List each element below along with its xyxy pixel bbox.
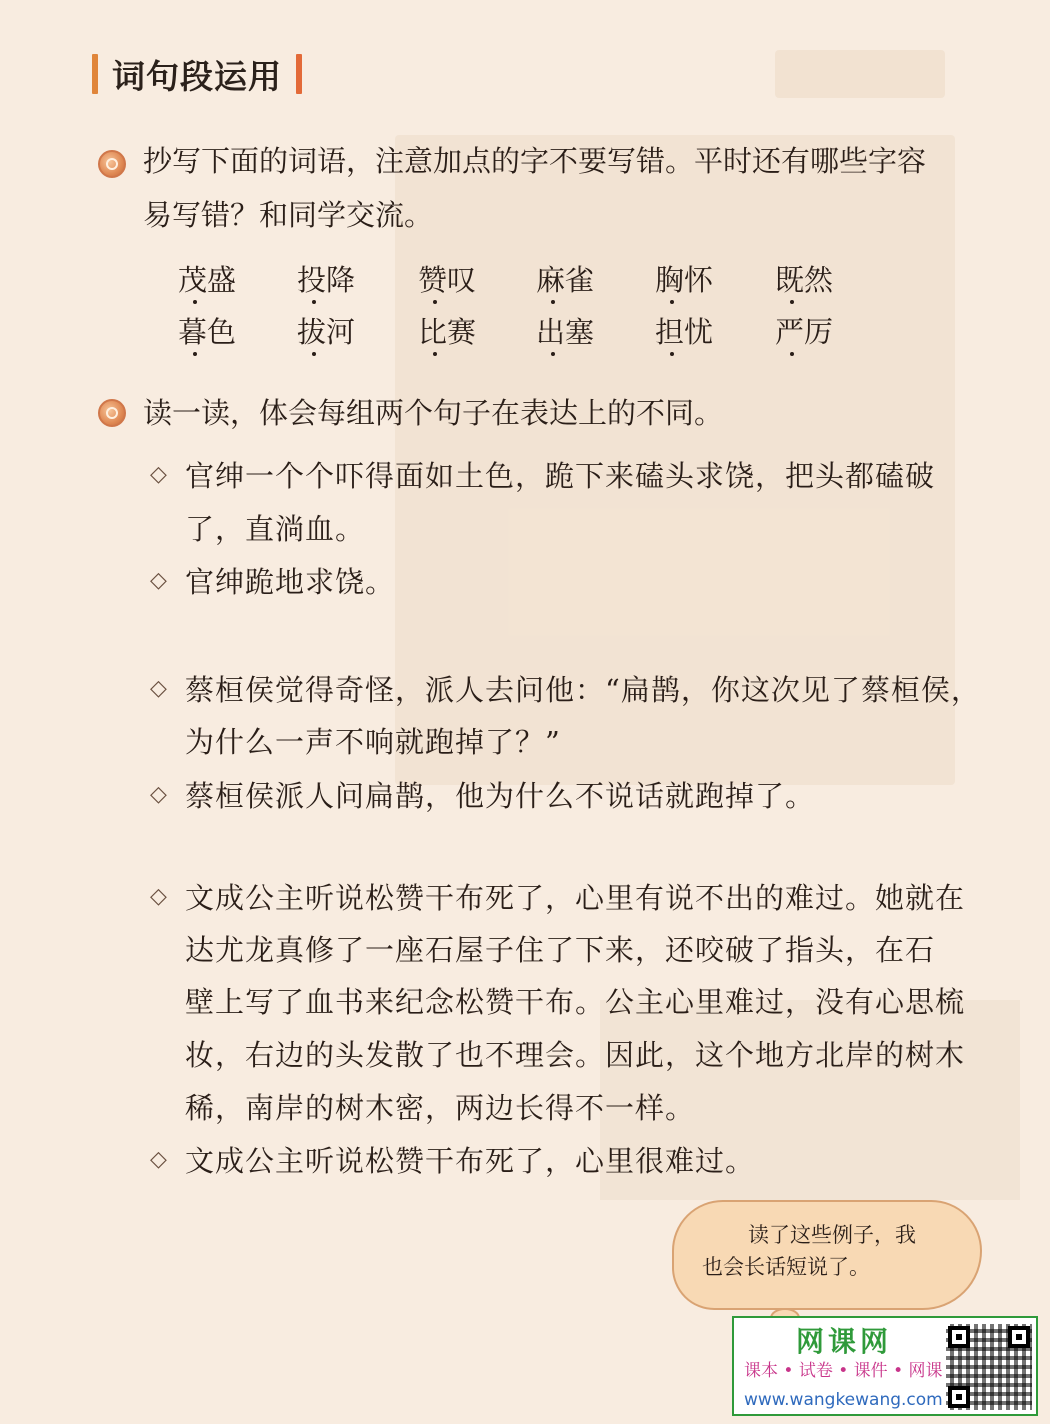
diamond-bullet-icon: ◇ — [150, 884, 167, 909]
vocab-word: 茂盛 — [178, 263, 237, 297]
qr-finder — [948, 1326, 970, 1348]
emphasis-dot — [670, 300, 674, 304]
emphasis-dot — [551, 352, 555, 356]
group2-sentence-b: 蔡桓侯派人问扁鹊，他为什么不说话就跑掉了。 — [185, 779, 816, 813]
vocab-word: 出塞 — [536, 315, 595, 349]
task2-instruction: 读一读，体会每组两个句子在表达上的不同。 — [143, 396, 724, 430]
section-badge-icon — [98, 150, 126, 178]
group1-sentence-a-line1: 官绅一个个吓得面如土色，跪下来磕头求饶，把头都磕破 — [185, 459, 936, 493]
qr-finder — [948, 1386, 970, 1408]
diamond-bullet-icon: ◇ — [150, 568, 167, 593]
emphasis-dot — [551, 300, 555, 304]
diamond-bullet-icon: ◇ — [150, 462, 167, 487]
qr-finder — [1008, 1326, 1030, 1348]
vocab-word: 比赛 — [418, 315, 477, 349]
group2-sentence-a-line2: 为什么一声不响就跑掉了？” — [185, 725, 561, 759]
header-right-bar — [296, 54, 302, 94]
diamond-bullet-icon: ◇ — [150, 1147, 167, 1172]
vocab-word: 麻雀 — [536, 263, 595, 297]
speech-bubble-line2: 也会长话短说了。 — [702, 1255, 870, 1279]
diamond-bullet-icon: ◇ — [150, 676, 167, 701]
group3-sentence-a-line4: 妆，右边的头发散了也不理会。因此，这个地方北岸的树木 — [185, 1038, 966, 1072]
watermark-url: www.wangkewang.com — [744, 1390, 943, 1410]
emphasis-dot — [312, 300, 316, 304]
group1-sentence-a-line2: 了，直淌血。 — [185, 512, 366, 546]
emphasis-dot — [790, 352, 794, 356]
group2-sentence-a-line1: 蔡桓侯觉得奇怪，派人去问他：“扁鹊，你这次见了蔡桓侯， — [185, 673, 981, 707]
group3-sentence-a-line5: 稀，南岸的树木密，两边长得不一样。 — [185, 1091, 696, 1125]
watermark-tags: 课本 • 试卷 • 课件 • 网课 — [744, 1361, 943, 1381]
speech-bubble-line1: 读了这些例子，我 — [748, 1223, 916, 1247]
emphasis-dot — [433, 352, 437, 356]
emphasis-dot — [193, 300, 197, 304]
task1-instruction-line1: 抄写下面的词语，注意加点的字不要写错。平时还有哪些字容 — [143, 144, 927, 178]
diamond-bullet-icon: ◇ — [150, 782, 167, 807]
group3-sentence-a-line3: 壁上写了血书来纪念松赞干布。公主心里难过，没有心思梳 — [185, 985, 966, 1019]
emphasis-dot — [193, 352, 197, 356]
watermark-title: 网课网 — [796, 1325, 893, 1358]
vocab-word: 担忧 — [655, 315, 714, 349]
emphasis-dot — [312, 352, 316, 356]
vocab-word: 投降 — [297, 263, 356, 297]
vocab-word: 严厉 — [775, 315, 834, 349]
task1-instruction-line2: 易写错？和同学交流。 — [143, 198, 434, 232]
emphasis-dot — [433, 300, 437, 304]
vocab-word: 暮色 — [178, 315, 237, 349]
bleed-through-tab — [775, 50, 945, 98]
group3-sentence-b: 文成公主听说松赞干布死了，心里很难过。 — [185, 1144, 756, 1178]
watermark-box — [732, 1316, 1038, 1416]
emphasis-dot — [670, 352, 674, 356]
group1-sentence-b: 官绅跪地求饶。 — [185, 565, 396, 599]
section-badge-icon — [98, 399, 126, 427]
header-left-bar — [92, 54, 98, 94]
vocab-word: 赞叹 — [418, 263, 477, 297]
qr-code — [946, 1324, 1032, 1410]
emphasis-dot — [790, 300, 794, 304]
group3-sentence-a-line1: 文成公主听说松赞干布死了，心里有说不出的难过。她就在 — [185, 881, 966, 915]
section-header — [92, 50, 302, 98]
section-title: 词句段运用 — [112, 56, 282, 96]
vocab-word: 胸怀 — [655, 263, 714, 297]
group3-sentence-a-line2: 达尤龙真修了一座石屋子住了下来，还咬破了指头，在石 — [185, 933, 936, 967]
vocab-word: 既然 — [775, 263, 834, 297]
vocab-word: 拔河 — [297, 315, 356, 349]
